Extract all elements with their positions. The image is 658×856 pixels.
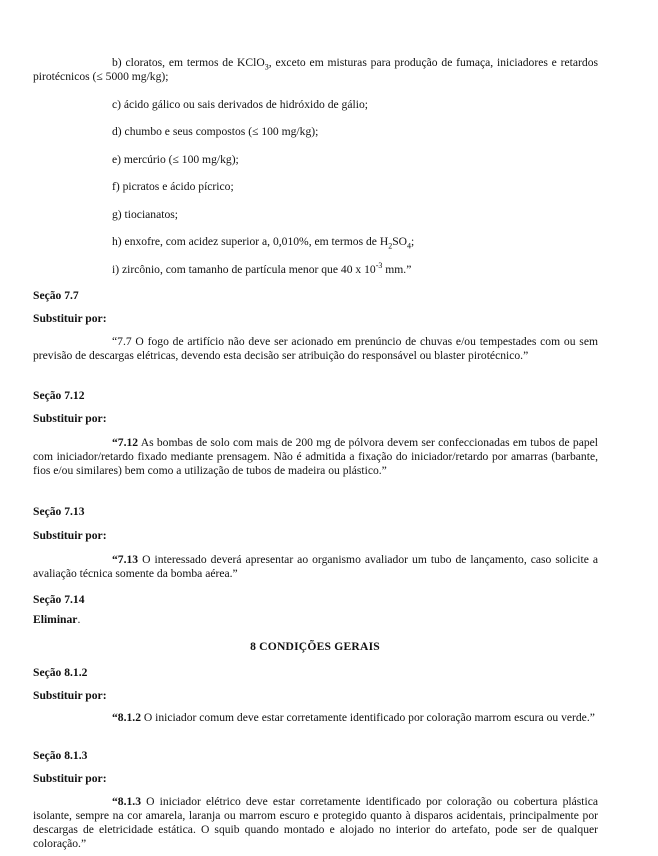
section-7-13-substitute: Substituir por: — [33, 529, 107, 542]
section-7-14-action-dot: . — [77, 613, 81, 626]
item-h — [112, 235, 598, 249]
item-h-sub2: 4 — [407, 241, 412, 251]
section-7-12-substitute: Substituir por: — [33, 412, 107, 425]
section-7-13-body: O interessado deverá apresentar ao organismo avaliador um tubo de lançamento, caso solicite a avaliação técnica somente da bomba aérea.” — [33, 553, 598, 580]
section-7-13-heading: Seção 7.13 — [33, 505, 85, 518]
item-b — [33, 56, 598, 84]
item-h-post: ; — [411, 235, 415, 248]
section-8-1-3-body: O iniciador elétrico deve estar corretamente identificado por coloração ou cobertura plástica isolante, sempre na cor amarela, laranja ou marrom escuro e protegido quanto à disparos acidentais, principalmente por descargas de eletricidade estática. O squib quando montado e alojado no interior do artefato, pode ser de qualquer coloração.” — [33, 795, 598, 850]
section-7-7-heading: Seção 7.7 — [33, 289, 79, 302]
section-7-12-text — [33, 436, 598, 478]
item-i-sup: -3 — [375, 261, 383, 271]
item-b-post: , exceto em misturas para produção de fumaça, iniciadores e retardos pirotécnicos (≤ 5000 mg/kg); — [33, 56, 598, 83]
section-8-1-3-lead: “8.1.3 — [112, 795, 141, 808]
item-c: c) ácido gálico ou sais derivados de hidróxido de gálio; — [112, 98, 368, 111]
section-7-7-text: “7.7 O fogo de artifício não deve ser acionado em prenúncio de chuvas e/ou tempestades com ou sem previsão de descargas elétricas, devendo esta decisão ser atribuição do responsável ou blaster pirotécnico.” — [33, 335, 598, 362]
section-7-14-action-label: Eliminar — [33, 613, 78, 626]
item-i-pre: i) zircônio, com tamanho de partícula menor que 40 x 10 — [112, 263, 376, 276]
section-8-1-2-lead: “8.1.2 — [112, 711, 141, 724]
section-8-1-2-heading: Seção 8.1.2 — [33, 666, 88, 679]
item-h-mid: SO — [392, 235, 408, 248]
item-b-pre: b) cloratos, em termos de KClO — [112, 56, 265, 69]
section-7-12-body: As bombas de solo com mais de 200 mg de pólvora devem ser confeccionadas em tubos de papel com iniciador/retardo fixado mediante prensagem. Não é admitida a fixação do iniciador/retardo por amarras (barbante, fios e/ou similares) bem como a utilização de tubos de madeira ou plástico.” — [33, 436, 598, 477]
item-e: e) mercúrio (≤ 100 mg/kg); — [112, 153, 239, 166]
item-d: d) chumbo e seus compostos (≤ 100 mg/kg); — [112, 125, 319, 138]
section-8-1-2-substitute: Substituir por: — [33, 689, 107, 702]
section-7-13-lead: “7.13 — [112, 553, 139, 566]
section-8-1-3-substitute: Substituir por: — [33, 772, 107, 785]
section-7-13-text — [33, 553, 598, 581]
section-7-7-substitute: Substituir por: — [33, 312, 107, 325]
section-8-1-2-body: O iniciador comum deve estar corretamente identificado por coloração marrom escura ou verde.” — [140, 711, 595, 724]
item-g: g) tiocianatos; — [112, 208, 179, 221]
section-7-12-heading: Seção 7.12 — [33, 389, 85, 402]
item-h-pre: h) enxofre, com acidez superior a, 0,010%, em termos de H — [112, 235, 389, 248]
item-f: f) picratos e ácido pícrico; — [112, 180, 234, 193]
section-7-12-lead: “7.12 — [112, 436, 139, 449]
section-7-14-heading: Seção 7.14 — [33, 593, 85, 606]
item-h-sub1: 2 — [388, 241, 393, 251]
item-i-post: mm.” — [382, 263, 412, 276]
item-i — [112, 263, 598, 277]
section-8-1-2-text — [33, 711, 598, 725]
section-7-14-action — [33, 613, 80, 627]
section-8-1-3-text — [33, 795, 598, 851]
item-b-sub: 3 — [264, 62, 269, 72]
section-8-1-3-heading: Seção 8.1.3 — [33, 749, 88, 762]
chapter-heading: 8 CONDIÇÕES GERAIS — [250, 640, 380, 653]
